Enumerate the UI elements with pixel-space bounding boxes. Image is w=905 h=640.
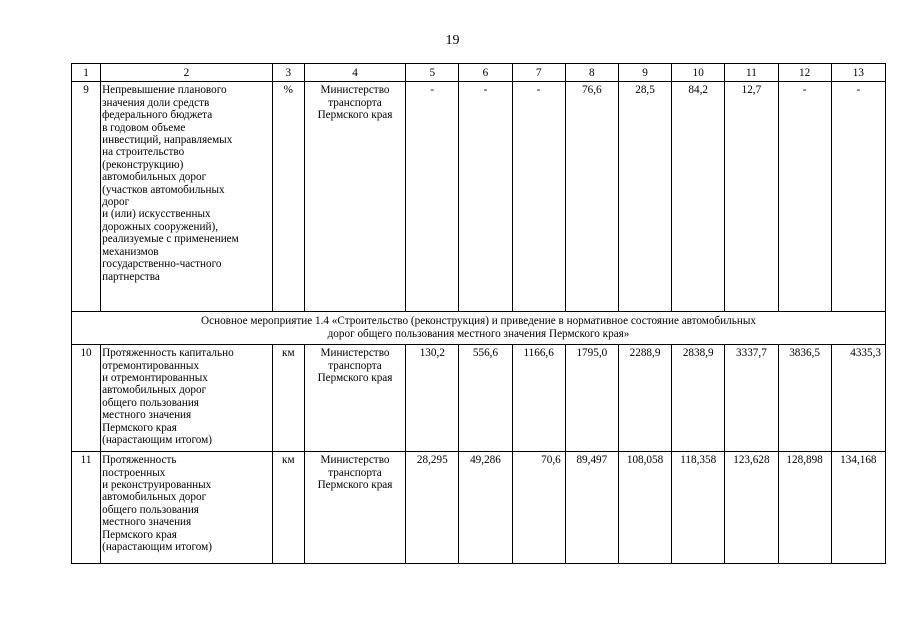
header-cell: 12 <box>778 64 831 82</box>
header-cell: 9 <box>618 64 671 82</box>
value-cell: 84,2 <box>672 82 725 312</box>
value-cell: 49,286 <box>459 452 512 564</box>
indicator-name-line: автомобильных дорог <box>102 171 207 184</box>
header-cell: 1 <box>72 64 101 82</box>
value-cell: 134,168 <box>831 452 885 564</box>
indicator-name-line: реализуемые с применением <box>102 233 239 246</box>
header-cell: 8 <box>565 64 618 82</box>
value-cell: 28,295 <box>406 452 459 564</box>
indicator-name <box>101 82 273 312</box>
value-cell: 3337,7 <box>725 345 778 452</box>
indicator-name-line: Протяженность капитально <box>102 347 234 360</box>
responsible-line: Пермского края <box>317 479 393 492</box>
header-cell: 5 <box>406 64 459 82</box>
indicator-name-line: (реконструкцию) <box>102 158 184 171</box>
indicator-name-line: местного значения <box>102 516 192 529</box>
header-cell: 10 <box>672 64 725 82</box>
indicator-name-line: местного значения <box>102 409 192 422</box>
indicator-name <box>101 345 273 452</box>
value-cell: 4335,3 <box>831 345 885 452</box>
indicator-name-line: Протяженность <box>102 454 177 467</box>
value-cell: 108,058 <box>618 452 671 564</box>
header-cell: 6 <box>459 64 512 82</box>
indicators-table <box>71 63 886 564</box>
indicator-name-line: дорог <box>102 196 130 209</box>
row-number: 11 <box>72 452 101 564</box>
table-row <box>72 82 886 312</box>
value-cell: - <box>512 82 565 312</box>
header-cell: 13 <box>831 64 885 82</box>
event-title-line: Основное мероприятие 1.4 «Строительство (реконструкция) и приведение в нормативное состояние автомобильных <box>201 315 756 328</box>
indicator-name-line: Непревышение планового <box>102 84 227 97</box>
responsible-line: транспорта <box>328 466 382 479</box>
responsible-line: Пермского края <box>317 372 393 385</box>
indicator-name-line: федерального бюджета <box>102 109 213 122</box>
responsible-line: транспорта <box>328 96 382 109</box>
unit-cell: % <box>272 82 304 312</box>
indicator-name-line: (участков автомобильных <box>102 183 225 196</box>
indicator-name-line: общего пользования <box>102 396 199 409</box>
value-cell: 76,6 <box>565 82 618 312</box>
header-cell: 3 <box>272 64 304 82</box>
indicator-name <box>101 452 273 564</box>
table-row <box>72 452 886 564</box>
indicator-name-line: партнерства <box>102 270 160 283</box>
indicator-name-line: в годовом объеме <box>102 121 186 134</box>
indicator-name-line: на строительство <box>102 146 185 159</box>
indicator-name-line: государственно-частного <box>102 258 222 271</box>
value-cell: 128,898 <box>778 452 831 564</box>
value-cell: - <box>459 82 512 312</box>
table-row <box>72 345 886 452</box>
responsible-cell <box>304 345 405 452</box>
responsible-line: Пермского края <box>317 109 393 122</box>
value-cell: - <box>831 82 885 312</box>
indicator-name-line: (нарастающим итогом) <box>102 541 212 554</box>
indicator-name-line: значения доли средств <box>102 96 210 109</box>
value-cell: 12,7 <box>725 82 778 312</box>
page-number: 19 <box>445 33 460 48</box>
indicator-name-line: автомобильных дорог <box>102 384 207 397</box>
event-row <box>72 312 886 345</box>
value-cell: 1166,6 <box>512 345 565 452</box>
value-cell: 2288,9 <box>618 345 671 452</box>
indicator-name-line: и отремонтированных <box>102 372 208 385</box>
responsible-line: Министерство <box>320 84 390 97</box>
value-cell: 2838,9 <box>672 345 725 452</box>
unit-cell: км <box>272 452 304 564</box>
indicator-name-line: инвестиций, направляемых <box>102 134 233 147</box>
table-header-row <box>72 64 886 82</box>
header-cell: 4 <box>304 64 405 82</box>
indicator-name-line: автомобильных дорог <box>102 491 207 504</box>
value-cell: 130,2 <box>406 345 459 452</box>
event-title-line: дорог общего пользования местного значения Пермского края» <box>327 327 630 340</box>
row-number: 9 <box>72 82 101 312</box>
responsible-cell <box>304 452 405 564</box>
responsible-line: транспорта <box>328 359 382 372</box>
indicator-name-line: Пермского края <box>102 421 177 434</box>
value-cell: 28,5 <box>618 82 671 312</box>
header-cell: 11 <box>725 64 778 82</box>
value-cell: 3836,5 <box>778 345 831 452</box>
indicator-name-line: механизмов <box>102 245 159 258</box>
indicator-name-line: и (или) искусственных <box>102 208 211 221</box>
header-cell: 7 <box>512 64 565 82</box>
row-number: 10 <box>72 345 101 452</box>
indicator-name-line: (нарастающим итогом) <box>102 434 212 447</box>
indicator-name-line: построенных <box>102 466 166 479</box>
indicator-name-line: дорожных сооружений), <box>102 220 218 233</box>
value-cell: 123,628 <box>725 452 778 564</box>
unit-cell: км <box>272 345 304 452</box>
responsible-line: Министерство <box>320 347 390 360</box>
indicator-name-line: Пермского края <box>102 528 177 541</box>
value-cell: 556,6 <box>459 345 512 452</box>
value-cell: 1795,0 <box>565 345 618 452</box>
value-cell: - <box>406 82 459 312</box>
value-cell: - <box>778 82 831 312</box>
value-cell: 89,497 <box>565 452 618 564</box>
indicator-name-line: и реконструированных <box>102 479 212 492</box>
event-title <box>72 312 886 345</box>
header-cell: 2 <box>101 64 273 82</box>
value-cell: 70,6 <box>512 452 565 564</box>
indicator-name-line: общего пользования <box>102 503 199 516</box>
indicator-name-line: отремонтированных <box>102 359 200 372</box>
responsible-line: Министерство <box>320 454 390 467</box>
value-cell: 118,358 <box>672 452 725 564</box>
responsible-cell <box>304 82 405 312</box>
